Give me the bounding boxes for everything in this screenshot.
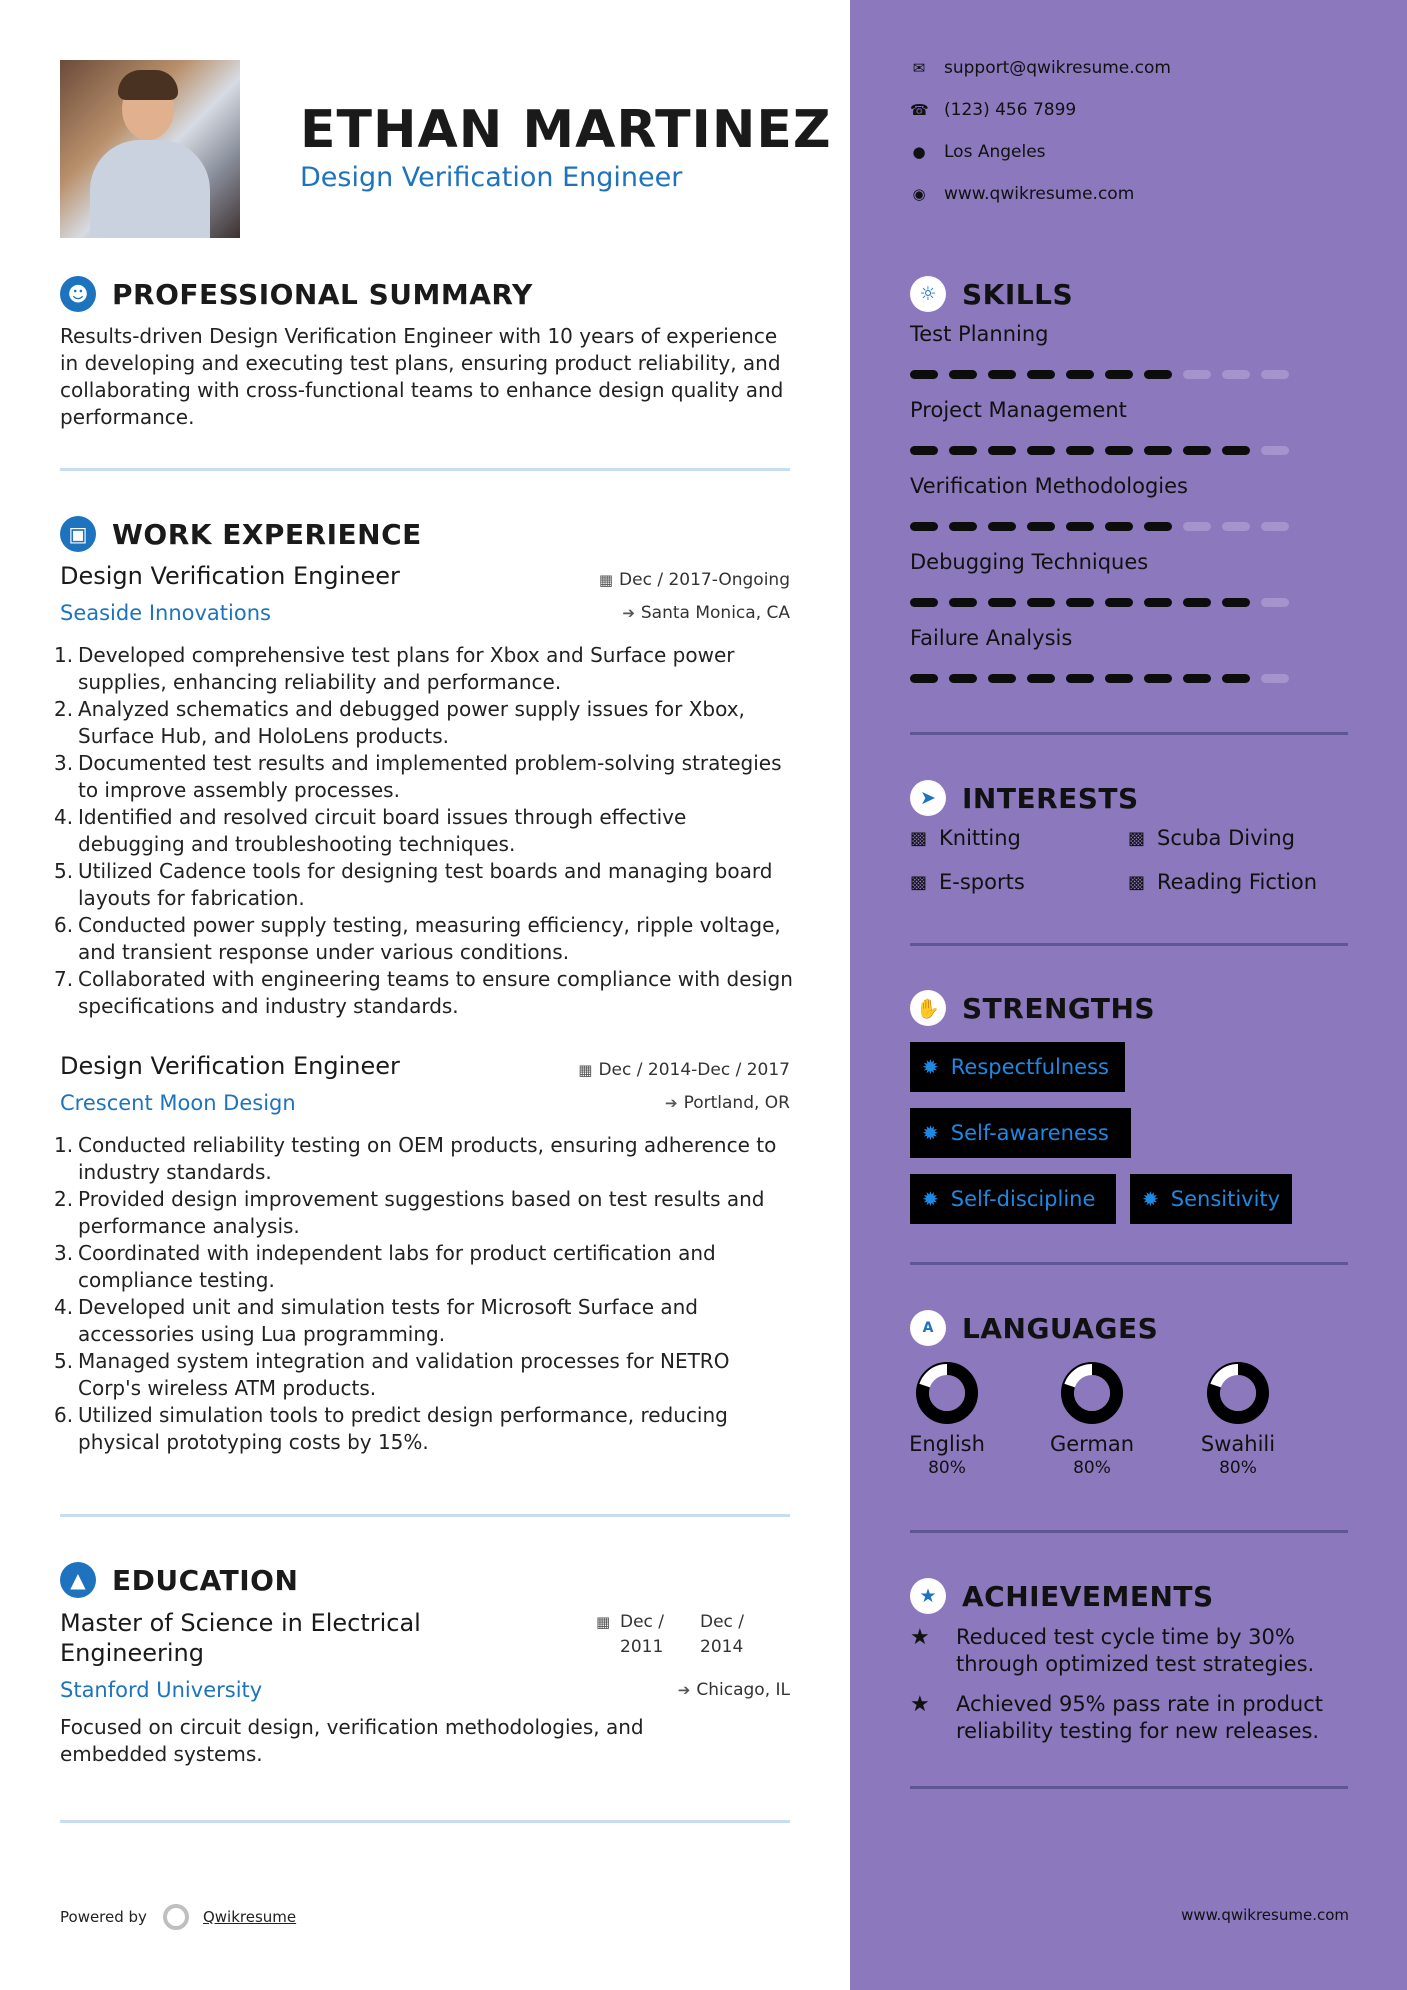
skill-level-segment (1144, 370, 1172, 379)
skill-level-segment (1261, 370, 1289, 379)
education-title: EDUCATION (112, 1563, 299, 1597)
lightbulb-icon: ☼ (910, 276, 946, 312)
language-donut (1205, 1360, 1271, 1426)
education-text: Focused on circuit design, verification methodologies, and embedded systems. (60, 1715, 644, 1766)
skill-level-segment (1144, 674, 1172, 683)
achievement-item (910, 1691, 1350, 1745)
contact-website-text: www.qwikresume.com (944, 184, 1135, 204)
pin-icon: ➔ (665, 1094, 678, 1112)
skill-level-segment (949, 446, 977, 455)
skill-level-segment (1183, 370, 1211, 379)
job-2-title: Design Verification Engineer (60, 1052, 400, 1080)
achievement-text: Reduced test cycle time by 30% through optimized test strategies. (956, 1625, 1315, 1676)
book-icon: ▩ (1128, 827, 1146, 849)
paper-plane-icon: ➤ (910, 780, 946, 816)
contact-phone (910, 100, 1076, 120)
powered-by-label: Powered by (60, 1908, 147, 1926)
languages-heading (910, 1310, 1158, 1346)
edu-start-year: 2011 (620, 1637, 664, 1657)
strength-badge: ✹ Sensitivity (1130, 1174, 1292, 1224)
interests-divider (910, 943, 1348, 946)
skill-level-segment (1105, 522, 1133, 531)
job-2-company: Crescent Moon Design (60, 1091, 296, 1115)
summary-heading (60, 276, 533, 312)
list-item: 6. Utilized simulation tools to predict design performance, reducing physical prototyping costs by 15%. (54, 1403, 728, 1454)
skill-level-segment (1066, 370, 1094, 379)
skill-level-segment (1222, 370, 1250, 379)
candidate-role: Design Verification Engineer (300, 162, 683, 193)
edu-location-text: Chicago, IL (696, 1680, 790, 1700)
skill-level-segment (1144, 598, 1172, 607)
qwikresume-logo-icon (163, 1904, 189, 1930)
skill-level-segment (949, 674, 977, 683)
school-name: Stanford University (60, 1678, 263, 1702)
job-1-title: Design Verification Engineer (60, 562, 400, 590)
interest-item: ▩ Knitting (910, 826, 1021, 850)
calendar-icon: ▦ (578, 1061, 593, 1079)
experience-heading (60, 516, 422, 552)
profile-photo (60, 60, 240, 238)
strength-badge: ✹ Self-discipline (910, 1174, 1116, 1224)
list-item: 3. Documented test results and implemented problem-solving strategies to improve assembly processes. (54, 751, 782, 802)
calendar-icon: ▦ (596, 1613, 611, 1631)
summary-text: Results-driven Design Verification Engineer with 10 years of experience in developing and executing test plans, ensuring product reliability, and collaborating with cross-functional teams to enhance design quality and performance. (60, 324, 784, 429)
experience-title: WORK EXPERIENCE (112, 517, 422, 551)
skill-level-segment (1222, 598, 1250, 607)
language-name: German (1049, 1432, 1135, 1456)
photo-hair (118, 70, 178, 100)
map-marker-icon: ● (912, 143, 926, 161)
job-1-location-text: Santa Monica, CA (640, 603, 790, 623)
list-item: 5. Managed system integration and validation processes for NETRO Corp's wireless ATM products. (54, 1349, 730, 1400)
skill-level-segment (988, 674, 1016, 683)
edu-start-date (620, 1610, 664, 1660)
list-item: 5. Utilized Cadence tools for designing test boards and managing board layouts for fabrication. (54, 859, 773, 910)
pin-icon: ➔ (677, 1681, 691, 1699)
contact-email-text: support@qwikresume.com (944, 58, 1171, 78)
edu-location (678, 1680, 790, 1700)
skill-level-segment (910, 446, 938, 455)
skill-name: Test Planning (910, 322, 1049, 346)
footer-url[interactable]: www.qwikresume.com (1181, 1906, 1349, 1924)
strengths-heading (910, 990, 1155, 1026)
skill-level-bar (910, 446, 1300, 455)
interests-heading (910, 780, 1139, 816)
skill-name: Debugging Techniques (910, 550, 1149, 574)
skill-level-segment (1222, 674, 1250, 683)
skill-level-segment (949, 522, 977, 531)
skill-level-segment (1066, 598, 1094, 607)
job-2-date (578, 1060, 790, 1080)
job-1-company: Seaside Innovations (60, 601, 271, 625)
list-item: 2. Analyzed schematics and debugged power supply issues for Xbox, Surface Hub, and HoloLens products. (54, 697, 745, 748)
interest-item: ▩ E-sports (910, 870, 1025, 894)
list-item: 1. Developed comprehensive test plans for Xbox and Surface power supplies, enhancing reliability and performance. (54, 643, 735, 694)
skill-level-segment (910, 674, 938, 683)
photo-body (90, 140, 210, 238)
edu-end-date (700, 1610, 744, 1660)
interests-title: INTERESTS (962, 781, 1139, 815)
edu-end-year: 2014 (700, 1637, 744, 1657)
job-2-list (54, 1132, 794, 1456)
job-1-date-text: Dec / 2017-Ongoing (619, 570, 790, 590)
shooting-star-icon: ★ (910, 1692, 930, 1717)
languages-title: LANGUAGES (962, 1311, 1159, 1345)
skill-name: Failure Analysis (910, 626, 1073, 650)
language-donut (1059, 1360, 1125, 1426)
skill-level-segment (988, 446, 1016, 455)
degree-line-2: Engineering (60, 1639, 204, 1667)
list-item: 3. Coordinated with independent labs for product certification and compliance testing. (54, 1241, 716, 1292)
candidate-name: ETHAN MARTINEZ (300, 100, 832, 160)
summary-title: PROFESSIONAL SUMMARY (112, 277, 533, 311)
skill-level-segment (1222, 522, 1250, 531)
globe-icon: ◉ (912, 185, 926, 203)
job-2-location (665, 1093, 790, 1113)
language-name: English (909, 1432, 985, 1456)
contact-phone-text: (123) 456 7899 (944, 100, 1077, 120)
contact-email[interactable] (910, 58, 1171, 78)
language-item (1183, 1360, 1293, 1478)
job-2-date-text: Dec / 2014-Dec / 2017 (598, 1060, 790, 1080)
skill-level-segment (910, 370, 938, 379)
list-item: 1. Conducted reliability testing on OEM products, ensuring adherence to industry standards. (54, 1133, 777, 1184)
achievements-heading (910, 1578, 1214, 1614)
skill-level-segment (1144, 522, 1172, 531)
job-2-location-text: Portland, OR (683, 1093, 790, 1113)
language-percent: 80% (928, 1458, 966, 1478)
calendar-icon: ▦ (598, 571, 614, 589)
envelope-icon: ✉ (912, 59, 926, 77)
languages-divider (910, 1530, 1348, 1533)
language-item (1037, 1360, 1147, 1478)
badge-icon: ✹ (922, 1055, 939, 1079)
interest-item: ▩ Reading Fiction (1128, 870, 1318, 894)
skill-name: Verification Methodologies (910, 474, 1188, 498)
interest-item: ▩ Scuba Diving (1128, 826, 1295, 850)
summary-divider (60, 468, 790, 471)
language-percent: 80% (1073, 1458, 1111, 1478)
skill-level-segment (910, 522, 938, 531)
skills-heading (910, 276, 1073, 312)
phone-icon: ☎ (910, 101, 929, 119)
achievement-item (910, 1624, 1350, 1678)
skill-level-segment (1183, 446, 1211, 455)
edu-end-month: Dec / (700, 1612, 745, 1632)
fist-icon: ✋ (910, 990, 946, 1026)
language-name: Swahili (1200, 1432, 1276, 1456)
skill-level-bar (910, 522, 1300, 531)
skill-level-segment (1183, 598, 1211, 607)
badge-icon: ✹ (922, 1121, 939, 1145)
skill-level-segment (1066, 446, 1094, 455)
strengths-divider (910, 1262, 1348, 1265)
experience-divider (60, 1514, 790, 1517)
edu-start-month: Dec / (620, 1612, 665, 1632)
skill-level-segment (1027, 522, 1055, 531)
skill-level-segment (1183, 674, 1211, 683)
language-percent: 80% (1219, 1458, 1257, 1478)
degree-title (60, 1608, 421, 1668)
skill-level-segment (949, 370, 977, 379)
translate-icon: A (910, 1310, 946, 1346)
skills-title: SKILLS (962, 277, 1074, 311)
list-item: 4. Developed unit and simulation tests for Microsoft Surface and accessories using Lua programming. (54, 1295, 698, 1346)
skill-level-segment (1066, 674, 1094, 683)
education-divider (60, 1820, 790, 1823)
achievement-text: Achieved 95% pass rate in product reliability testing for new releases. (956, 1692, 1323, 1743)
skill-level-segment (1261, 446, 1289, 455)
skill-level-bar (910, 370, 1300, 379)
graduation-cap-icon: ▲ (60, 1562, 96, 1598)
skill-level-segment (1261, 674, 1289, 683)
badge-icon: ✹ (922, 1187, 939, 1211)
skill-level-segment (1027, 598, 1055, 607)
language-item (892, 1360, 1002, 1478)
qwikresume-link[interactable]: Qwikresume (202, 1908, 297, 1926)
list-item: 4. Identified and resolved circuit board issues through effective debugging and troubleshooting techniques. (54, 805, 687, 856)
strength-badge: ✹ Self-awareness (910, 1108, 1131, 1158)
book-icon: ▩ (1128, 871, 1146, 893)
contact-website[interactable] (910, 184, 1134, 204)
contact-location-text: Los Angeles (944, 142, 1046, 162)
shooting-star-icon: ★ (910, 1625, 930, 1650)
skill-level-segment (1105, 446, 1133, 455)
education-heading (60, 1562, 298, 1598)
skill-level-bar (910, 674, 1300, 683)
job-1-date (599, 570, 790, 590)
skills-divider (910, 732, 1348, 735)
briefcase-icon: ▣ (60, 516, 96, 552)
achievements-divider (910, 1786, 1348, 1789)
strengths-title: STRENGTHS (962, 991, 1156, 1025)
list-item: 2. Provided design improvement suggestions based on test results and performance analysis. (54, 1187, 765, 1238)
skill-level-segment (949, 598, 977, 607)
skill-level-segment (1027, 674, 1055, 683)
skill-level-segment (1105, 370, 1133, 379)
skill-level-segment (1222, 446, 1250, 455)
badge-icon: ✹ (1142, 1187, 1159, 1211)
contact-location (910, 142, 1046, 162)
skill-level-segment (1105, 674, 1133, 683)
book-icon: ▩ (910, 827, 928, 849)
skill-level-segment (988, 598, 1016, 607)
job-1-list (54, 642, 794, 1020)
skill-name: Project Management (910, 398, 1127, 422)
skill-level-bar (910, 598, 1300, 607)
achievements-title: ACHIEVEMENTS (962, 1579, 1214, 1613)
skill-level-segment (910, 598, 938, 607)
skill-level-segment (1066, 522, 1094, 531)
skill-level-segment (988, 370, 1016, 379)
skill-level-segment (1027, 446, 1055, 455)
skill-level-segment (1261, 522, 1289, 531)
list-item: 6. Conducted power supply testing, measuring efficiency, ripple voltage, and transient response under various conditions. (54, 913, 781, 964)
star-icon: ★ (910, 1578, 946, 1614)
list-item: 7. Collaborated with engineering teams to ensure compliance with design specifications and industry standards. (54, 967, 793, 1018)
pin-icon: ➔ (622, 604, 635, 622)
skill-level-segment (1183, 522, 1211, 531)
edu-date-icon (596, 1610, 610, 1635)
job-1-location (622, 603, 790, 623)
user-icon: ☻ (60, 276, 96, 312)
skill-level-segment (1261, 598, 1289, 607)
skill-level-segment (1105, 598, 1133, 607)
strength-badge: ✹ Respectfulness (910, 1042, 1125, 1092)
powered-by (60, 1904, 296, 1930)
language-donut (914, 1360, 980, 1426)
degree-line-1: Master of Science in Electrical (60, 1609, 421, 1637)
book-icon: ▩ (910, 871, 928, 893)
skill-level-segment (1144, 446, 1172, 455)
skill-level-segment (1027, 370, 1055, 379)
skill-level-segment (988, 522, 1016, 531)
